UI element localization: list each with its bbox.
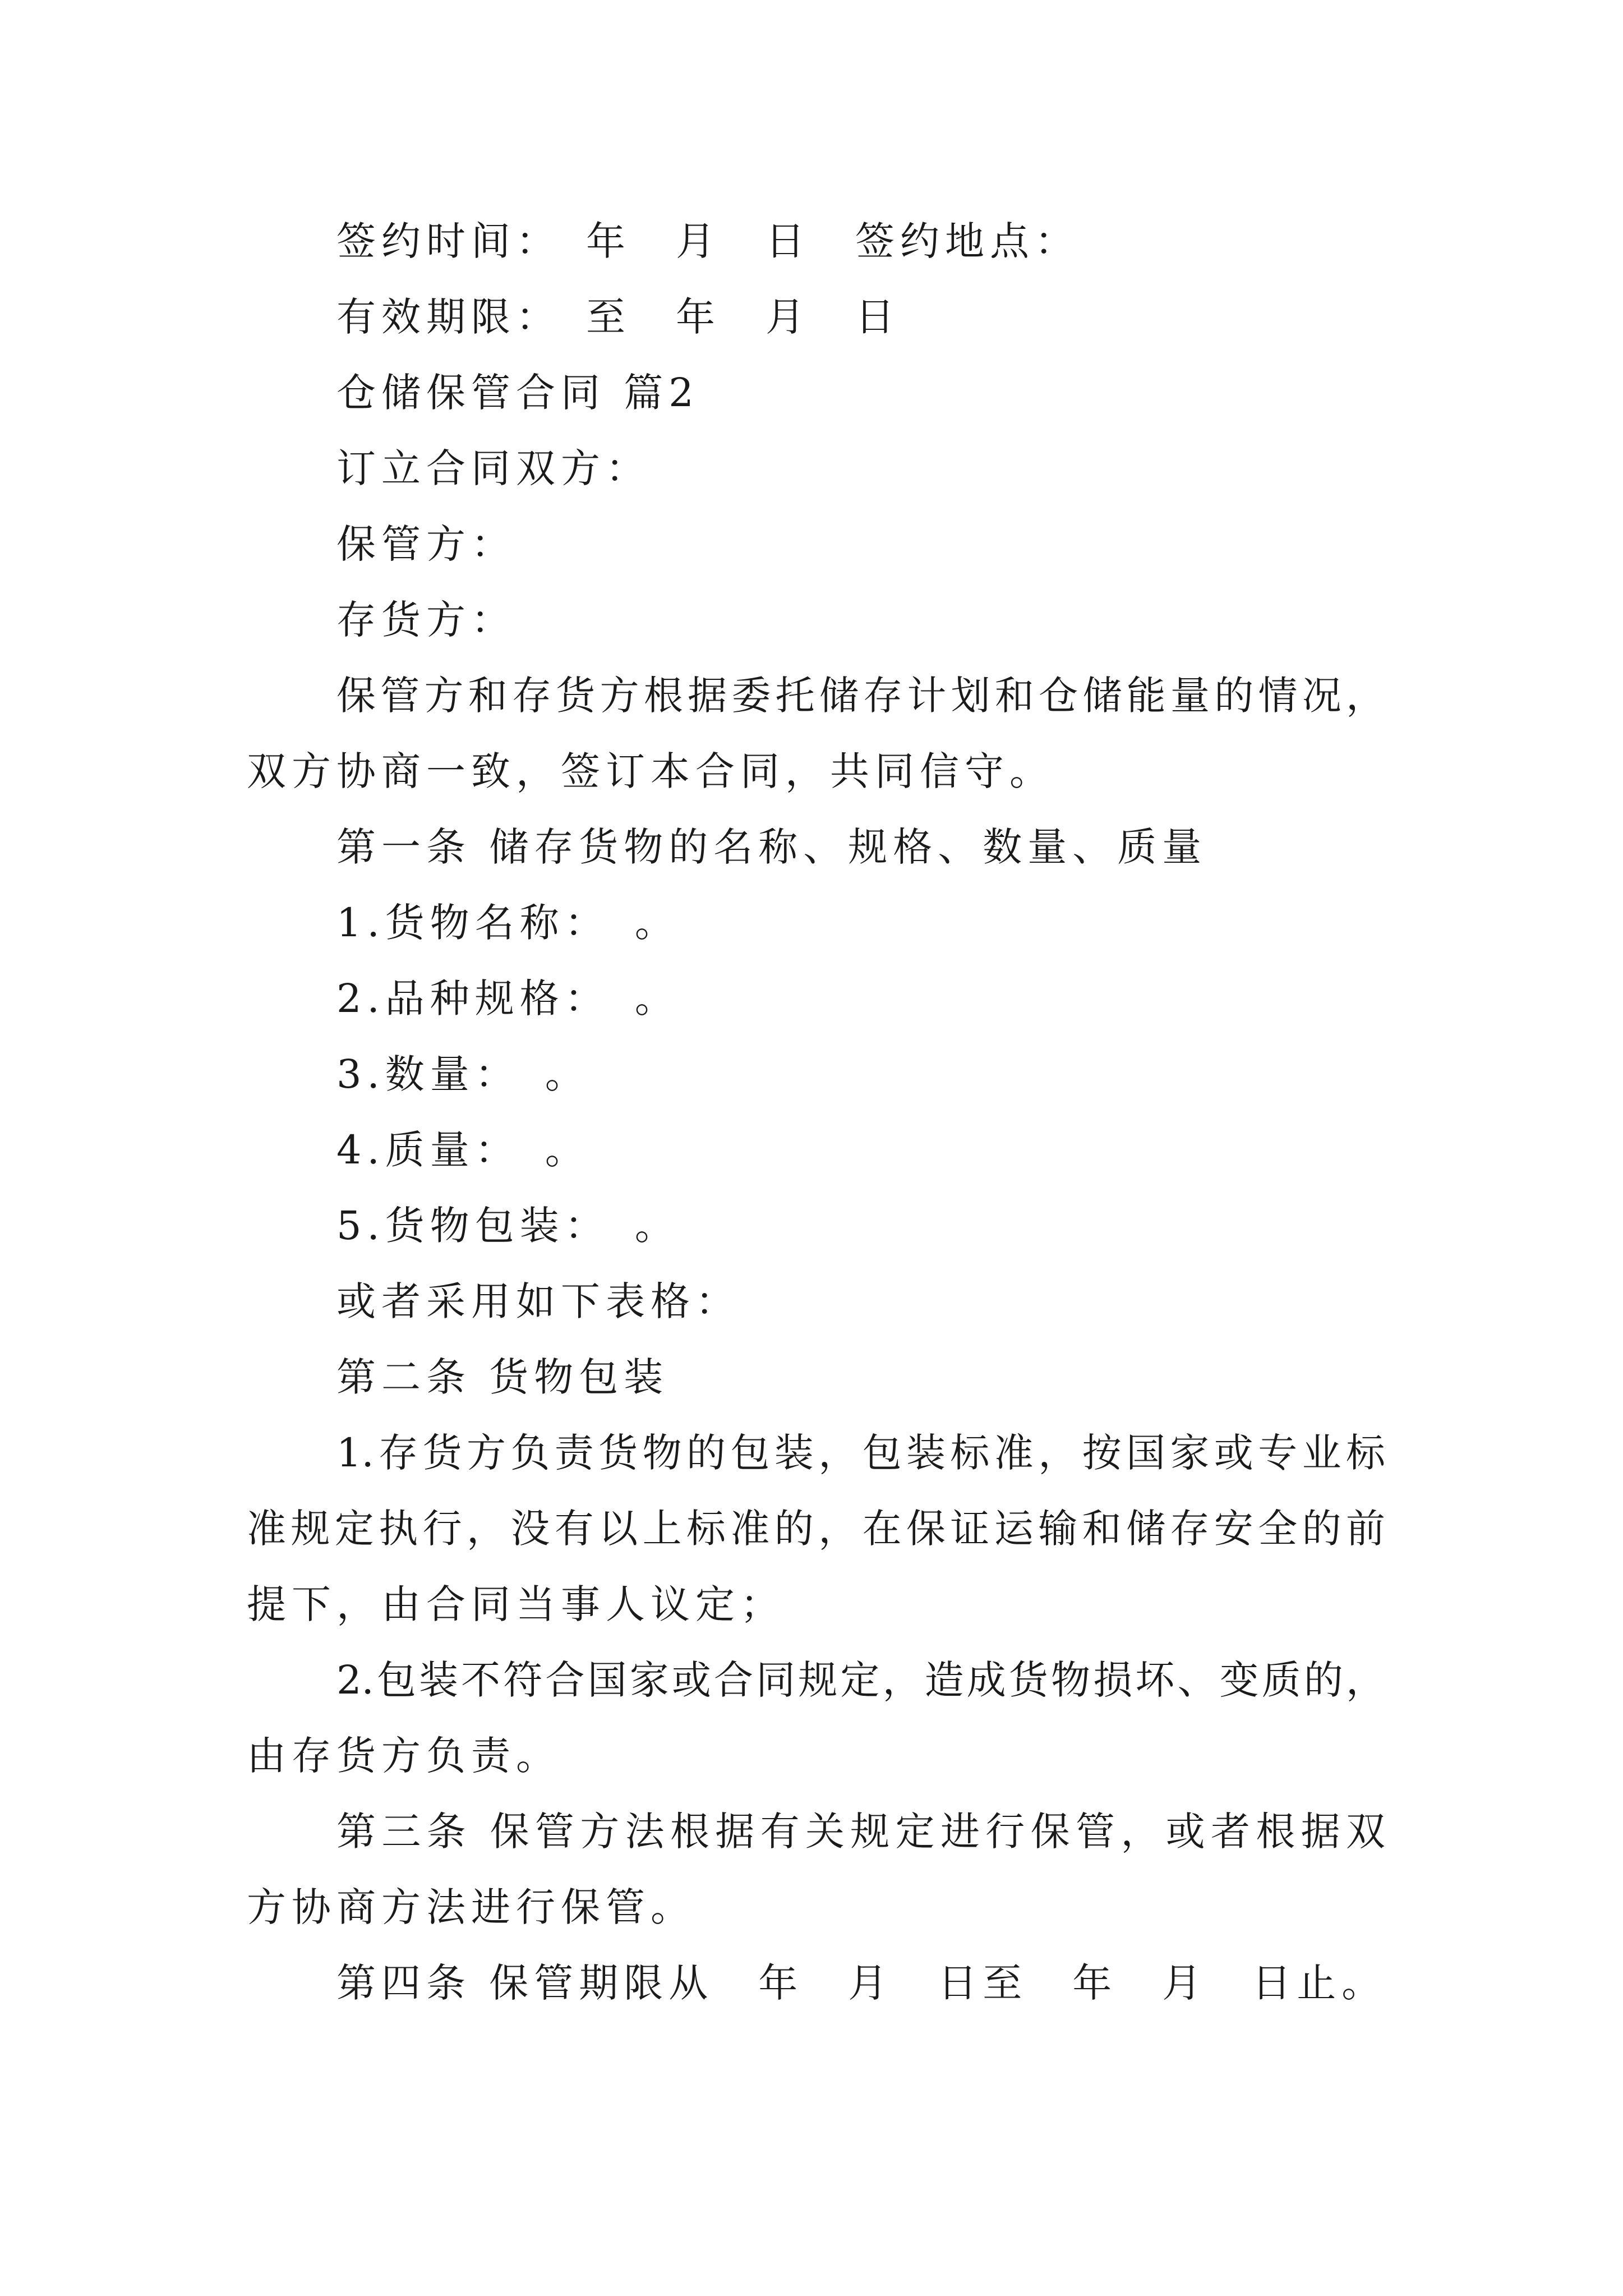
item-quantity: 3.数量： 。 [336,1051,590,1097]
section-title-part-2: 仓储保管合同 篇2 [336,370,699,416]
item-goods-name: 1.货物名称： 。 [336,900,680,946]
article-3-line-2: 方协商方法进行保管。 [247,1884,695,1930]
item-specification: 2.品种规格： 。 [336,976,680,1022]
preamble-line-2: 双方协商一致，签订本合同，共同信守。 [247,748,1054,794]
contract-parties-label: 订立合同双方： [336,445,651,491]
validity-period: 有效期限： 至 年 月 日 [336,294,900,340]
article-2-clause-1-line-1: 1.存货方负责货物的包装，包装标准，按国家或专业标 [336,1430,1385,1476]
article-2-clause-2-line-1: 2.包装不符合国家或合同规定，造成货物损坏、变质的， [336,1657,1385,1703]
article-3-line-1: 第三条 保管方法根据有关规定进行保管，或者根据双 [336,1809,1385,1855]
article-2-clause-2-line-2: 由存货方负责。 [247,1733,561,1779]
depositor-label: 存货方： [336,597,516,643]
article-1-title: 第一条 储存货物的名称、规格、数量、质量 [336,824,1207,870]
article-2-title: 第二条 货物包装 [336,1354,669,1400]
signing-time-place: 签约时间： 年 月 日 签约地点： [336,218,1080,264]
custodian-label: 保管方： [336,521,516,567]
article-4-storage-period: 第四条 保管期限从 年 月 日至 年 月 日止。 [336,1960,1387,2006]
article-2-clause-1-line-3: 提下，由合同当事人议定； [247,1581,785,1627]
article-2-clause-1-line-2: 准规定执行，没有以上标准的，在保证运输和储存安全的前 [247,1506,1385,1552]
item-quality: 4.质量： 。 [336,1127,590,1173]
table-alternative-note: 或者采用如下表格： [336,1278,740,1324]
preamble-line-1: 保管方和存货方根据委托储存计划和仓储能量的情况， [336,673,1385,719]
item-packaging: 5.货物包装： 。 [336,1203,680,1249]
